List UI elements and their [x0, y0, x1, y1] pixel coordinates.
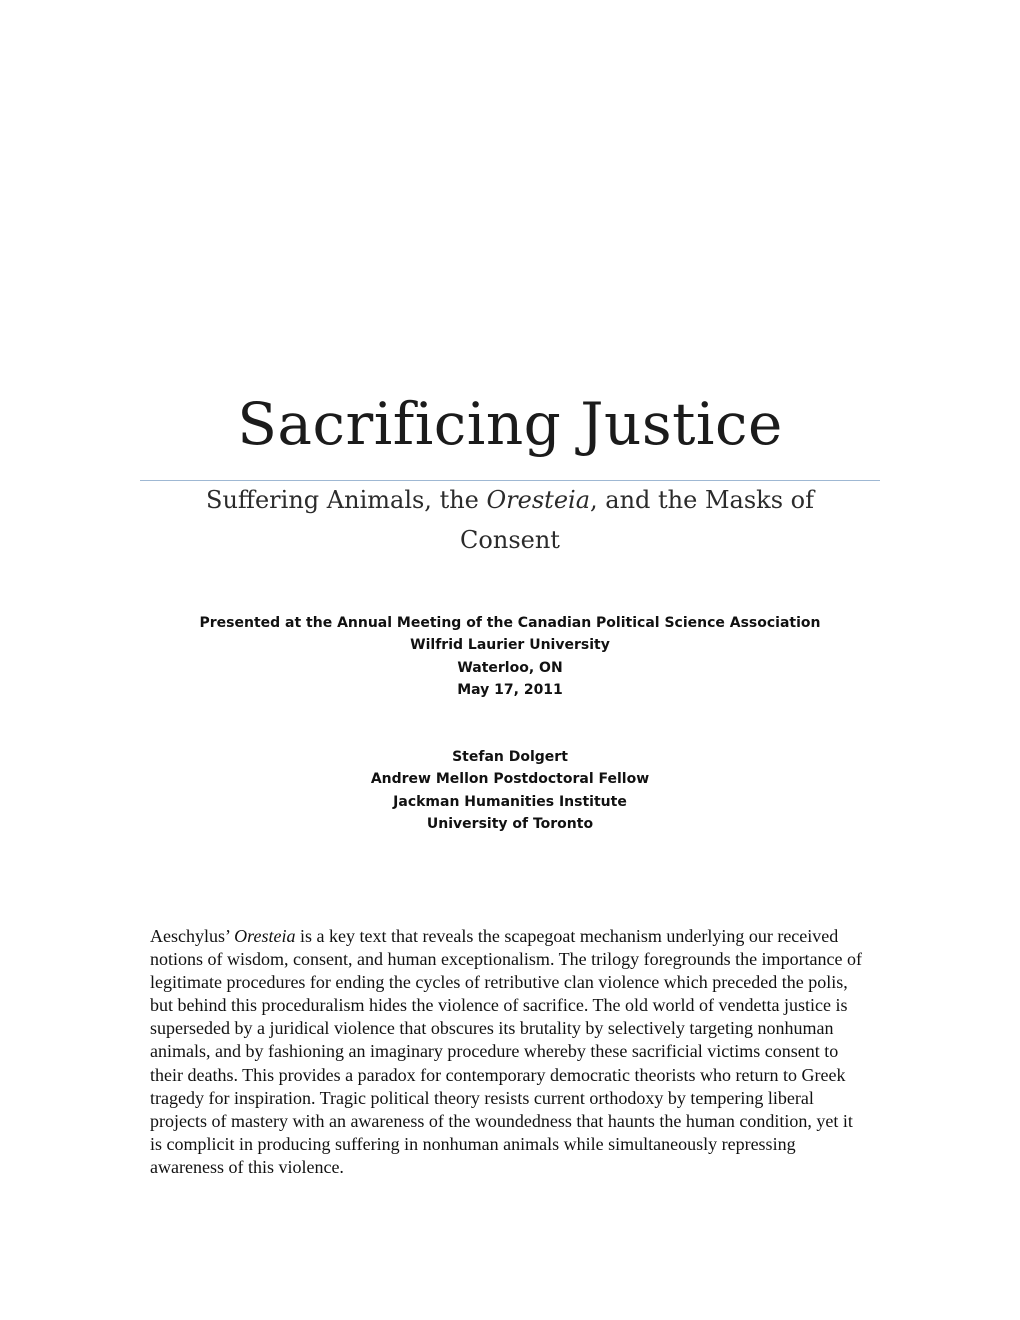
- presentation-university: Wilfrid Laurier University: [410, 637, 610, 654]
- author-institute: Jackman Humanities Institute: [393, 793, 627, 810]
- presentation-location: Waterloo, ON: [457, 659, 563, 676]
- presentation-venue-line: Presented at the Annual Meeting of the Canadian Political Science Association: [199, 615, 821, 631]
- subtitle-italic-oresteia: Oresteia: [486, 486, 590, 514]
- presentation-info: [0, 612, 1020, 702]
- author-university: University of Toronto: [426, 816, 594, 833]
- paper-title: Sacrificing Justice: [237, 390, 783, 458]
- abstract-lead: Aeschylus’: [150, 926, 235, 946]
- author-name: Stefan Dolgert: [452, 749, 568, 765]
- subtitle-part-1: Suffering Animals, the: [206, 486, 487, 514]
- author-info: [0, 746, 1020, 836]
- abstract-body: is a key text that reveals the scapegoat mechanism underlying our received notions of wisdom, consent, and human exceptionalism. The trilogy foregrounds the importance of legitimate procedures for ending the cycles of retributive clan violence which preceded the polis, but behind this proceduralism hides the violence of sacrifice. The old world of vendetta justice is superseded by a juridical violence that obscures its brutality by selectively targeting nonhuman animals, and by fashioning an imaginary procedure whereby these sacrificial victims consent to their deaths. This provides a paradox for contemporary democratic theorists who return to Greek tragedy for inspiration. Tragic political theory resists current orthodoxy by tempering liberal projects of mastery with an awareness of the woundedness that haunts the human condition, yet it is complicit in producing suffering in nonhuman animals while simultaneously repressing awareness of this violence.: [150, 926, 863, 1177]
- subtitle-part-2: , and the Masks of Consent: [460, 486, 814, 554]
- abstract-paragraph: [150, 925, 866, 1179]
- abstract-italic-oresteia: Oresteia: [234, 926, 296, 946]
- author-position: Andrew Mellon Postdoctoral Fellow: [370, 771, 650, 788]
- presentation-date: May 17, 2011: [457, 682, 563, 699]
- paper-subtitle: [180, 480, 840, 560]
